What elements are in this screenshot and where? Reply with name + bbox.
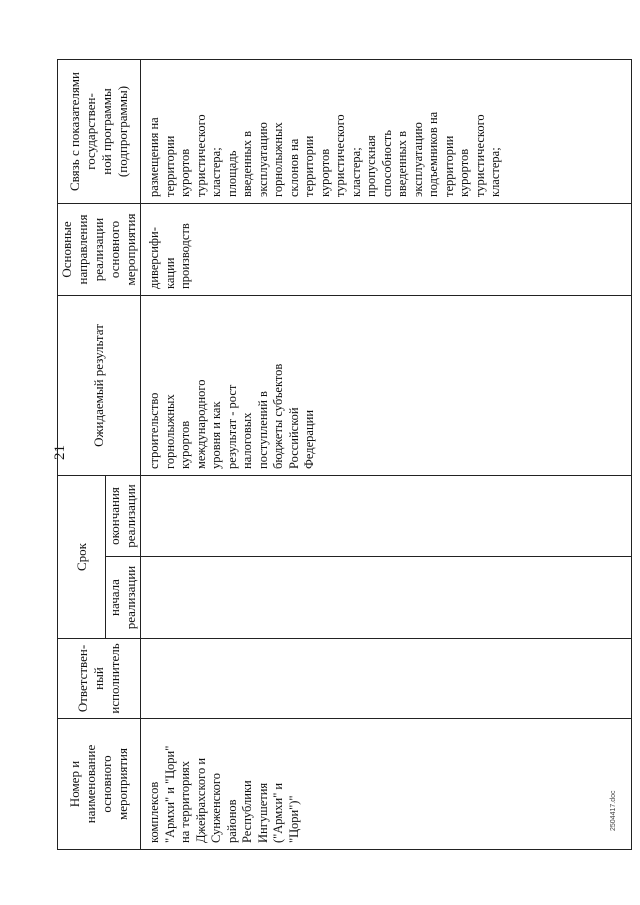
cell-start (141, 557, 632, 639)
cell-result: строительство горнолыжных курортов международного уровня и как результат - рост налоговых поступлений в бюджеты субъектов Российской Федерации (141, 296, 632, 476)
table-row (141, 60, 632, 850)
cell-directions: диверсифи- кации производств (141, 204, 632, 296)
header-row (58, 60, 106, 850)
header-name: Номер и наименование основного мероприятия (58, 719, 141, 850)
header-start: начала реализации (106, 557, 141, 639)
header-end: окончания реализации (106, 476, 141, 557)
header-period: Срок (58, 476, 106, 639)
cell-end (141, 476, 632, 557)
page-number: 21 (52, 445, 68, 460)
cell-link: размещения на территории курортов туристического кластера; площадь введенных в эксплуатацию горнолыжных склонов на территории курортов туристического кластера; пропускная способность введенных в эксплуатацию подъемников на территории курортов туристического кластера; (141, 60, 632, 204)
cell-name: комплексов "Армхи" и "Цори" на территориях Джейрахского и Сунженского районов Республики Ингушетия ("Армхи" и "Цори")" (141, 719, 632, 850)
cell-executor (141, 639, 632, 719)
measures-table (57, 59, 636, 850)
table-bottom-rule (632, 60, 637, 850)
header-link: Связь с показателями государствен- ной программы (подпрограммы) (58, 60, 141, 204)
document-id: 2504417.doc (610, 790, 617, 831)
header-executor: Ответствен- ный исполнитель (58, 639, 141, 719)
header-directions: Основные направления реализации основного мероприятия (58, 204, 141, 296)
header-result: Ожидаемый результат (58, 296, 141, 476)
